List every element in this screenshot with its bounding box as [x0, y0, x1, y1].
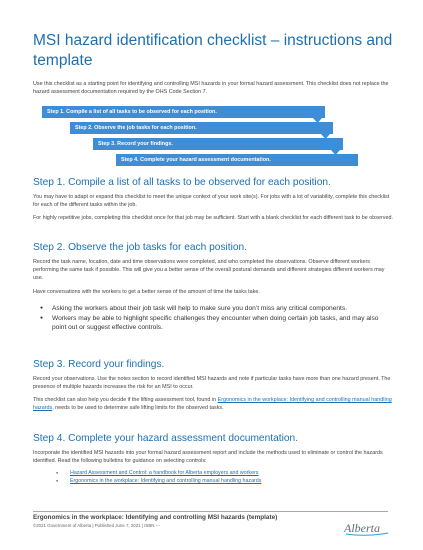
steps-graphic-step-4: [116, 154, 358, 166]
step1-paragraph-1: You may have to adapt or expand this checklist to meet the unique context of your work site(s). For jobs with a lot of variability, complete this checklist for each of the different tasks within the job.: [33, 194, 390, 209]
footer-divider: [33, 511, 388, 512]
steps-graphic-step-2: [70, 122, 333, 134]
steps-graphic-step-3: [93, 138, 343, 150]
step1-paragraph-2: For highly repetitive jobs, completing this checklist once for that job may be sufficient. Start with a blank checklist for each different task to be observed.: [33, 215, 393, 221]
steps-graphic-step-1-label: Step 1. Compile a list of all tasks to be observed for each position.: [47, 109, 217, 115]
svg-text:Alberta: Alberta: [344, 521, 380, 535]
list-item: [40, 469, 390, 477]
step4-link-list: [40, 469, 390, 485]
list-item: ● Asking the workers about their job task will help to make sure you don’t miss any critical components.: [40, 304, 390, 313]
page-title: MSI hazard identification checklist – instructions and template: [33, 32, 393, 69]
step3-paragraph-1: Record your observations. Use the notes section to record identified MSI hazards and note if particular tasks have more than one hazard present. The presence of multiple hazards increases the risk for an MSI to occur.: [33, 376, 391, 391]
step3-paragraph-2-text-after: , needs to be used to determine safe lifting limits for the observed tasks.: [52, 405, 224, 412]
alberta-logo: [342, 518, 392, 538]
step3-paragraph-2-text-before: This checklist can also help you decide if the lifting assessment tool, found in: [33, 397, 218, 403]
step1-heading: Step 1. Compile a list of all tasks to be observed for each position.: [33, 177, 331, 188]
steps-graphic-step-1: [42, 106, 325, 118]
hazard-assessment-handbook-link[interactable]: Hazard Assessment and Control: a handbook for Alberta employers and workers: [70, 470, 259, 476]
step3-paragraph-2: [33, 396, 395, 412]
step3-heading: Step 3. Record your findings.: [33, 359, 165, 370]
step2-bullet-list: [40, 304, 390, 333]
list-item: ● Workers may be able to highlight specific challenges they encounter when doing certain job tasks, and may also point out or suggest effective controls.: [40, 314, 390, 332]
steps-graphic-step-2-label: Step 2. Observe the job tasks for each position.: [75, 125, 197, 131]
footer-title: Ergonomics in the workplace: Identifying and controlling MSI hazards (template): [33, 514, 278, 521]
intro-paragraph: Use this checklist as a starting point for identifying and controlling MSI hazards in your formal hazard assessment. This checklist does not replace the hazard assessment documentation required by the OHS Code Section 7.: [33, 81, 389, 96]
list-item: [40, 477, 390, 485]
steps-graphic-step-4-label: Step 4. Complete your hazard assessment documentation.: [121, 157, 271, 163]
ergonomics-manual-handling-link[interactable]: Ergonomics in the workplace: Identifying and controlling manual handling hazards: [33, 397, 392, 412]
step2-heading: Step 2. Observe the job tasks for each position.: [33, 242, 248, 253]
ergonomics-workplace-link[interactable]: Ergonomics in the workplace: Identifying and controlling manual handling hazards: [70, 478, 262, 484]
step4-paragraph-1: Incorporate the identified MSI hazards into your formal hazard assessment report and include the methods used to eliminate or control the hazards identified. Read the following bulletins for guidance on selecting controls:: [33, 450, 383, 465]
steps-graphic-step-3-label: Step 3. Record your findings.: [98, 141, 173, 147]
footer-publication-info: ©2021 Government of Alberta | Published June 7, 2021 | ISBN ---: [33, 523, 161, 528]
step2-paragraph-1: Record the task name, location, date and time observations were completed, and who completed the observations. Observe different workers performing the same task if possible. This will give you a better sense of the overall postural demands and different strategies different workers may use.: [33, 259, 385, 282]
step2-paragraph-2: Have conversations with the workers to get a better sense of the amount of time the tasks take.: [33, 289, 260, 295]
step4-heading: Step 4. Complete your hazard assessment documentation.: [33, 433, 299, 444]
